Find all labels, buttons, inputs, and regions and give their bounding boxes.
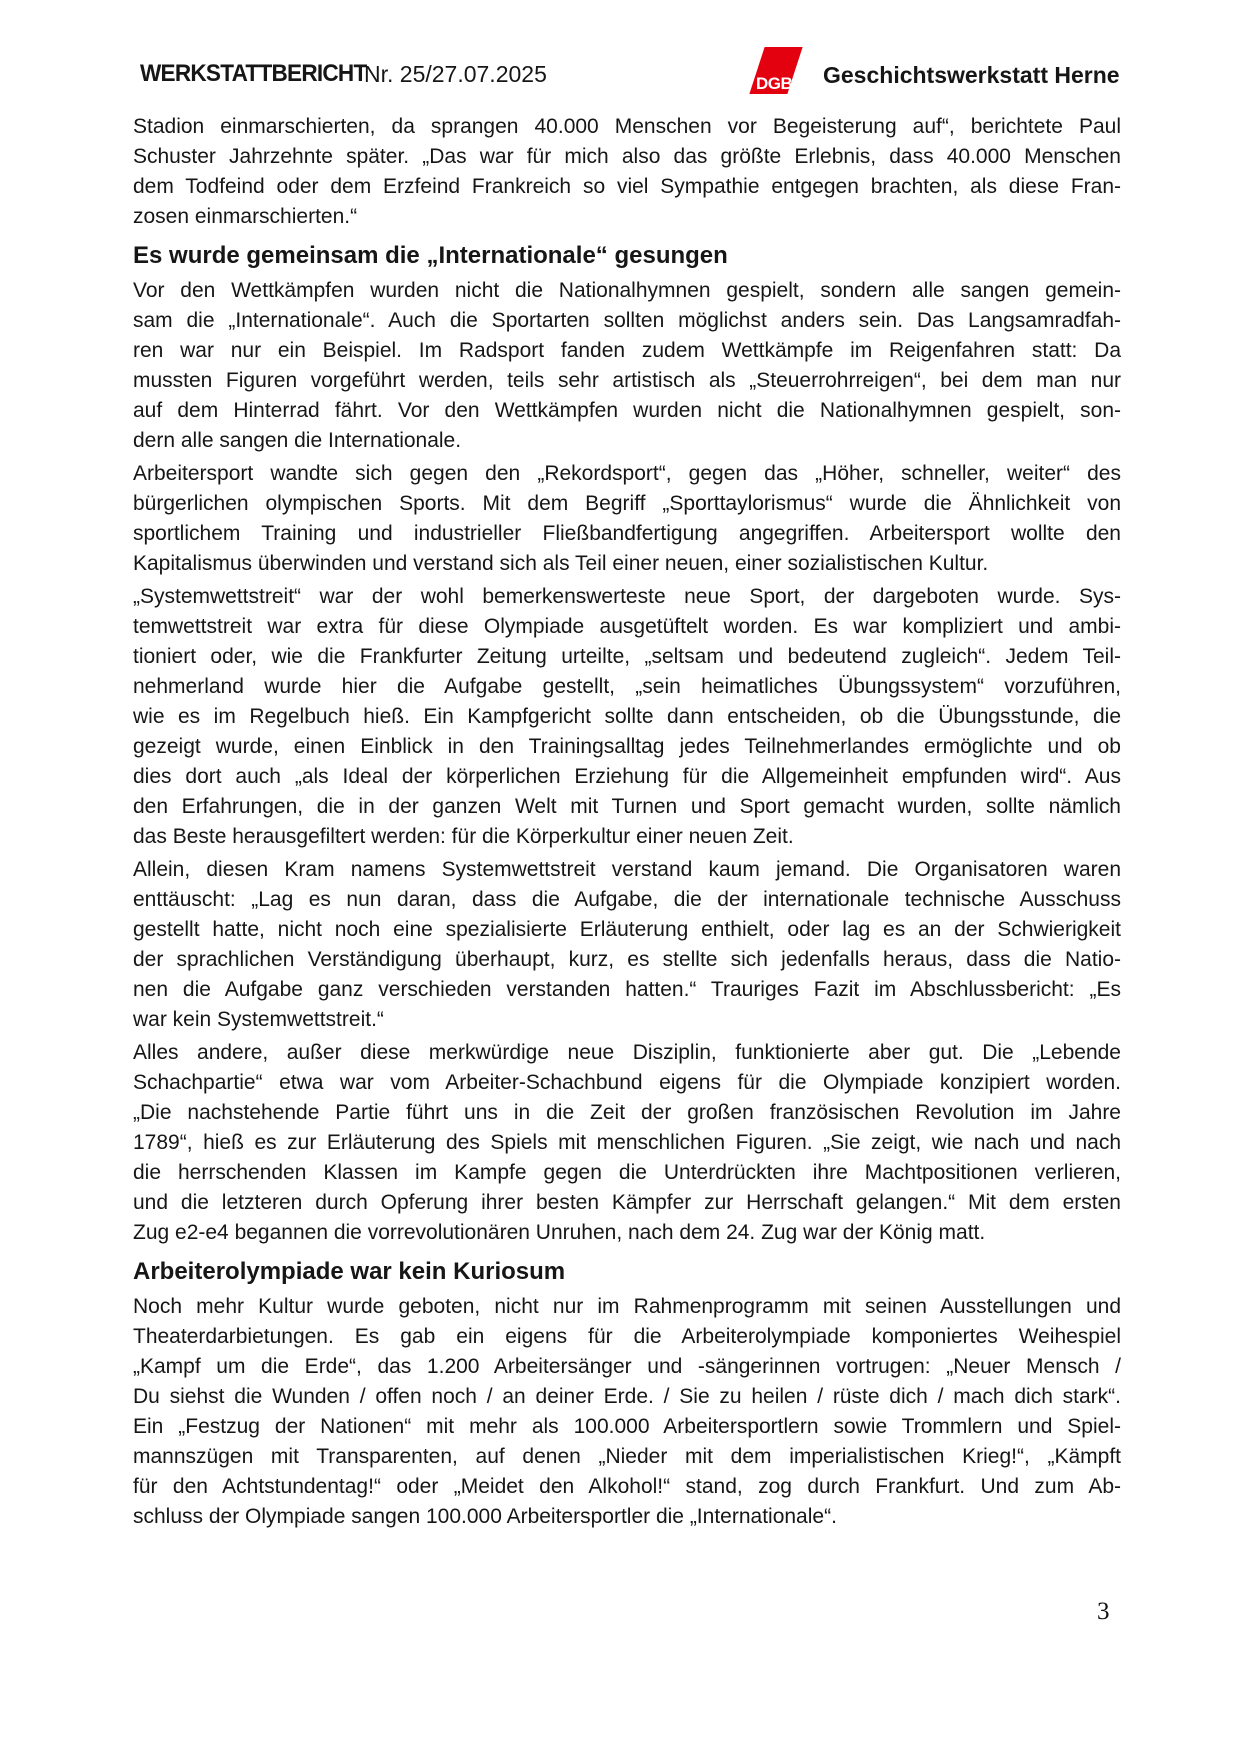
- text-line: tioniert oder, wie die Frankfurter Zeitung urteilte, „seltsam und bedeutend zugleich“. Jedem Teil-: [133, 645, 1121, 668]
- text-line: und die letzteren durch Opferung ihrer besten Kämpfer zur Herrschaft gelangen.“ Mit dem ersten: [133, 1191, 1121, 1214]
- section-heading: Es wurde gemeinsam die „Internationale“ gesungen: [133, 242, 728, 269]
- text-line: mannszügen mit Transparenten, auf denen „Nieder mit dem imperialistischen Krieg!“, „Kämpft: [133, 1445, 1121, 1468]
- text-line: den Erfahrungen, die in der ganzen Welt mit Turnen und Sport gemacht wurden, sollte nämlich: [133, 795, 1121, 818]
- text-line: Arbeitersport wandte sich gegen den „Rekordsport“, gegen das „Höher, schneller, weiter“ des: [133, 462, 1121, 485]
- report-title: WERKSTATTBERICHT: [140, 60, 367, 87]
- paragraph: [133, 459, 1121, 579]
- text-line: Stadion einmarschierten, da sprangen 40.000 Menschen vor Begeisterung auf“, berichtete Paul: [133, 115, 1121, 138]
- text-line: auf dem Hinterrad fährt. Vor den Wettkämpfen wurden nicht die Nationalhymnen gespielt, son-: [133, 399, 1121, 422]
- page-number: 3: [1097, 1598, 1110, 1625]
- text-line: „Kampf um die Erde“, das 1.200 Arbeitersänger und -sängerinnen vortrugen: „Neuer Mensch /: [133, 1355, 1121, 1378]
- paragraph: [133, 582, 1121, 852]
- text-line: sportlichem Training und industrieller Fließbandfertigung angegriffen. Arbeitersport wollte den: [133, 522, 1121, 545]
- issue-number: Nr. 25/27.07.2025: [364, 61, 547, 87]
- text-line: Schuster Jahrzehnte später. „Das war für mich also das größte Erlebnis, dass 40.000 Menschen: [133, 145, 1121, 168]
- section-heading: Arbeiterolympiade war kein Kuriosum: [133, 1258, 566, 1285]
- text-line: wie es im Regelbuch hieß. Ein Kampfgericht sollte dann entscheiden, ob die Übungsstunde, die: [133, 705, 1121, 728]
- text-line: „Systemwettstreit“ war der wohl bemerkenswerteste neue Sport, der dargeboten wurde. Sys-: [133, 585, 1121, 608]
- text-line: nehmerland wurde hier die Aufgabe gestellt, „sein heimatliches Übungssystem“ vorzuführen,: [133, 675, 1121, 698]
- text-line: sam die „Internationale“. Auch die Sportarten sollten möglichst anders sein. Das Langsamradfah-: [133, 309, 1121, 332]
- paragraph: [133, 855, 1121, 1035]
- text-line: der sprachlichen Verständigung überhaupt, kurz, es stellte sich jedenfalls heraus, dass die Natio-: [133, 948, 1121, 971]
- text-line: temwettstreit war extra für diese Olympiade ausgetüftelt worden. Es war kompliziert und ambi-: [133, 615, 1121, 638]
- text-line: Vor den Wettkämpfen wurden nicht die Nationalhymnen gespielt, sondern alle sangen gemein-: [133, 279, 1121, 302]
- text-line: zosen einmarschierten.“: [133, 205, 358, 228]
- text-line: 1789“, hieß es zur Erläuterung des Spiels mit menschlichen Figuren. „Sie zeigt, wie nach und nach: [133, 1131, 1121, 1154]
- text-line: Noch mehr Kultur wurde geboten, nicht nur im Rahmenprogramm mit seinen Ausstellungen und: [133, 1295, 1121, 1318]
- text-line: „Die nachstehende Partie führt uns in die Zeit der großen französischen Revolution im Jahre: [133, 1101, 1121, 1124]
- text-line: bürgerlichen olympischen Sports. Mit dem Begriff „Sporttaylorismus“ wurde die Ähnlichkeit von: [133, 492, 1121, 515]
- text-line: mussten Figuren vorgeführt werden, teils sehr artistisch als „Steuerrohrreigen“, bei dem man nur: [133, 369, 1121, 392]
- text-line: Theaterdarbietungen. Es gab ein eigens für die Arbeiterolympiade komponiertes Weihespiel: [133, 1325, 1121, 1348]
- text-line: Schachpartie“ etwa war vom Arbeiter-Schachbund eigens für die Olympiade konzipiert worden.: [133, 1071, 1121, 1094]
- text-line: war kein Systemwettstreit.“: [133, 1008, 384, 1031]
- document-body: [133, 112, 1121, 1535]
- paragraph: [133, 112, 1121, 232]
- text-line: das Beste herausgefiltert werden: für die Körperkultur einer neuen Zeit.: [133, 825, 794, 848]
- paragraph: [133, 1038, 1121, 1248]
- text-line: Allein, diesen Kram namens Systemwettstreit verstand kaum jemand. Die Organisatoren waren: [133, 858, 1121, 881]
- text-line: gezeigt wurde, einen Einblick in den Trainingsalltag jedes Teilnehmerlandes ermöglichte und ob: [133, 735, 1121, 758]
- text-line: Alles andere, außer diese merkwürdige neue Disziplin, funktionierte aber gut. Die „Lebende: [133, 1041, 1121, 1064]
- text-line: nen die Aufgabe ganz verschieden verstanden hatten.“ Trauriges Fazit im Abschlussbericht: „Es: [133, 978, 1121, 1001]
- text-line: gestellt hatte, nicht noch eine spezialisierte Erläuterung enthielt, oder lag es an der Schwierigkeit: [133, 918, 1121, 941]
- text-line: Ein „Festzug der Nationen“ mit mehr als 100.000 Arbeitersportlern sowie Trommlern und Spiel-: [133, 1415, 1121, 1438]
- organization-name: Geschichtswerkstatt Herne: [823, 62, 1120, 88]
- text-line: die herrschenden Klassen im Kampfe gegen die Unterdrückten ihre Machtpositionen verlieren,: [133, 1161, 1121, 1184]
- dgb-logo-label: DGB: [756, 74, 793, 93]
- text-line: schluss der Olympiade sangen 100.000 Arbeitersportler die „Internationale“.: [133, 1505, 837, 1528]
- text-line: enttäuscht: „Lag es nun daran, dass die Aufgabe, die der internationale technische Ausschuss: [133, 888, 1121, 911]
- text-line: Zug e2-e4 begannen die vorrevolutionären Unruhen, nach dem 24. Zug war der König matt.: [133, 1221, 986, 1244]
- text-line: Kapitalismus überwinden und verstand sich als Teil einer neuen, einer sozialistischen Kultur.: [133, 552, 989, 575]
- text-line: Du siehst die Wunden / offen noch / an deiner Erde. / Sie zu heilen / rüste dich / mach dich stark“.: [133, 1385, 1121, 1408]
- text-line: ren war nur ein Beispiel. Im Radsport fanden zudem Wettkämpfe im Reigenfahren statt: Da: [133, 339, 1121, 362]
- text-line: dern alle sangen die Internationale.: [133, 429, 462, 452]
- text-line: dem Todfeind oder dem Erzfeind Frankreich so viel Sympathie entgegen brachten, als diese Fran-: [133, 175, 1121, 198]
- text-line: dies dort auch „als Ideal der körperlichen Erziehung für die Allgemeinheit empfunden wird“. Aus: [133, 765, 1121, 788]
- text-line: für den Achtstundentag!“ oder „Meidet den Alkohol!“ stand, zog durch Frankfurt. Und zum Ab-: [133, 1475, 1121, 1498]
- paragraph: [133, 276, 1121, 456]
- paragraph: [133, 1292, 1121, 1532]
